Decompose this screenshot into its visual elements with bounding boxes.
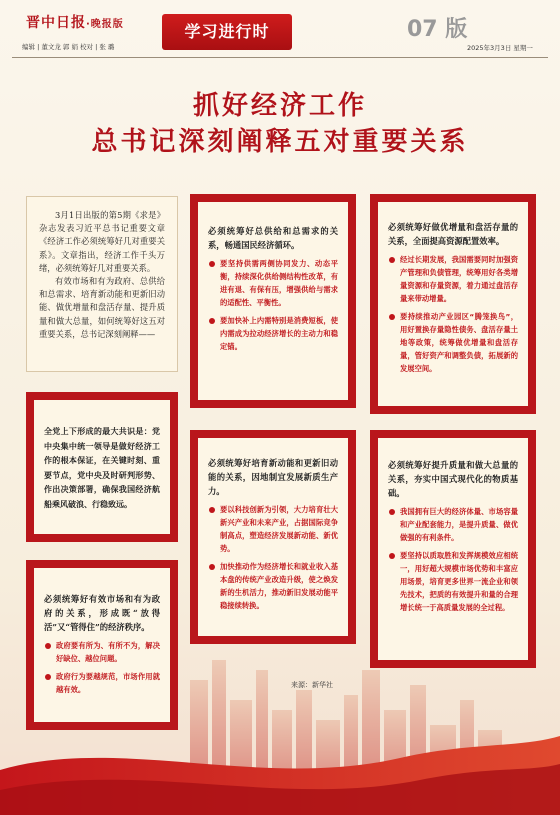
momentum-bullet: 要以科技创新为引领，大力培育壮大新兴产业和未来产业，占据国际竞争制高点，塑造经济发展新动能、新优势。 bbox=[208, 503, 338, 555]
consensus-box bbox=[26, 392, 178, 542]
supply-demand-bullet: 要加快补上内需特别是消费短板，使内需成为拉动经济增长的主动力和稳定锚。 bbox=[208, 314, 338, 353]
momentum-lead: 必须统筹好培育新动能和更新旧动能的关系，因地制宜发展新质生产力。 bbox=[208, 458, 338, 496]
masthead bbox=[12, 8, 548, 54]
quality-quantity-lead: 必须统筹好提升质量和做大总量的关系，夯实中国式现代化的物质基础。 bbox=[388, 460, 518, 498]
increment-stock-lead: 必须统筹好做优增量和盘活存量的关系，全面提高资源配置效率。 bbox=[388, 222, 518, 246]
increment-stock-inner bbox=[378, 202, 528, 406]
headline bbox=[0, 88, 560, 160]
market-government-bullet: 政府行为要越规范，市场作用就越有效。 bbox=[44, 670, 160, 696]
momentum-inner bbox=[198, 438, 348, 636]
market-government-lead: 必须统筹好有效市场和有为政府的关系，形成既“放得活”又“管得住”的经济秩序。 bbox=[44, 594, 160, 632]
consensus-text: 全党上下形成的最大共识是：党中央集中统一领导是做好经济工作的根本保证，在关键时刻、重要节点，党中央及时研判形势、作出决策部署，确保我国经济航船乘风破浪、行稳致远。 bbox=[44, 426, 160, 509]
consensus-inner bbox=[34, 400, 170, 534]
quality-quantity-bullet: 要坚持以质取胜和发挥规模效应相统一，用好超大规模市场优势和丰富应用场景，培育更多世界一流企业和领先技术，把质的有效提升和量的合理增长统一于高质量发展的全过程。 bbox=[388, 549, 518, 614]
supply-demand-bullet: 要坚持供需两侧协同发力、动态平衡，持续深化供给侧结构性改革，有进有退、有保有压，增强供给与需求的适配性、平衡性。 bbox=[208, 257, 338, 309]
increment-stock-box bbox=[370, 194, 536, 414]
editor-credits: 编辑 | 董文龙 郭 娟 校对 | 张 璐 bbox=[22, 43, 115, 51]
paper-logo bbox=[26, 12, 124, 32]
supply-demand-box bbox=[190, 194, 356, 408]
supply-demand-lead: 必须统筹好总供给和总需求的关系，畅通国民经济循环。 bbox=[208, 226, 338, 250]
intro-box bbox=[26, 196, 178, 372]
market-government-bullet: 政府要有所为、有所不为，解决好缺位、越位问题。 bbox=[44, 639, 160, 665]
intro-paragraph-1: 3月1日出版的第5期《求是》杂志发表习近平总书记重要文章《经济工作必须统筹好几对重要关系》。文章指出，经济工作千头万绪，必须统筹好几对重要关系。 bbox=[39, 210, 165, 273]
momentum-bullet: 加快推动作为经济增长和就业收入基本盘的传统产业改造升级，使之焕发新的生机活力，推动新旧发展动能平稳接续转换。 bbox=[208, 560, 338, 612]
paper-edition-label: ·晚报版 bbox=[86, 19, 124, 30]
dateline: 2025年3月3日 星期一 bbox=[467, 44, 533, 52]
increment-stock-bullet: 要持续推动产业园区“腾笼换鸟”，用好置换存量隐性债务、盘活存量土地等政策，统筹做优增量和盘活存量，管好资产和调整负债，拓展新的发展空间。 bbox=[388, 310, 518, 375]
paper-name: 晋中日报 bbox=[26, 15, 86, 31]
quality-quantity-box bbox=[370, 430, 536, 668]
city-skyline-illustration bbox=[0, 640, 560, 815]
headline-line-2: 总书记深刻阐释五对重要关系 bbox=[91, 127, 469, 157]
header-rule bbox=[12, 57, 548, 58]
supply-demand-inner bbox=[198, 202, 348, 400]
momentum-box bbox=[190, 430, 356, 644]
page-number: 07 版 bbox=[407, 17, 468, 42]
headline-line-1: 抓好经济工作 bbox=[192, 91, 367, 121]
increment-stock-bullet: 经过长期发展，我国需要同时加强资产管理和负债管理，统筹用好各类增量资源和存量资源，着力通过盘活存量来带动增量。 bbox=[388, 253, 518, 305]
quality-quantity-bullet: 我国拥有巨大的经济体量、市场容量和产业配套能力，是提升质量、做优做强的有利条件。 bbox=[388, 505, 518, 544]
source-credit: 来源：新华社 bbox=[291, 681, 333, 689]
quality-quantity-inner bbox=[378, 438, 528, 660]
section-tab: 学习进行时 bbox=[162, 14, 292, 50]
intro-paragraph-2: 有效市场和有为政府、总供给和总需求、培育新动能和更新旧动能、做优增量和盘活存量、提升质量和做大总量，如何统筹好这五对重要关系，总书记深刻阐释—— bbox=[39, 276, 165, 339]
